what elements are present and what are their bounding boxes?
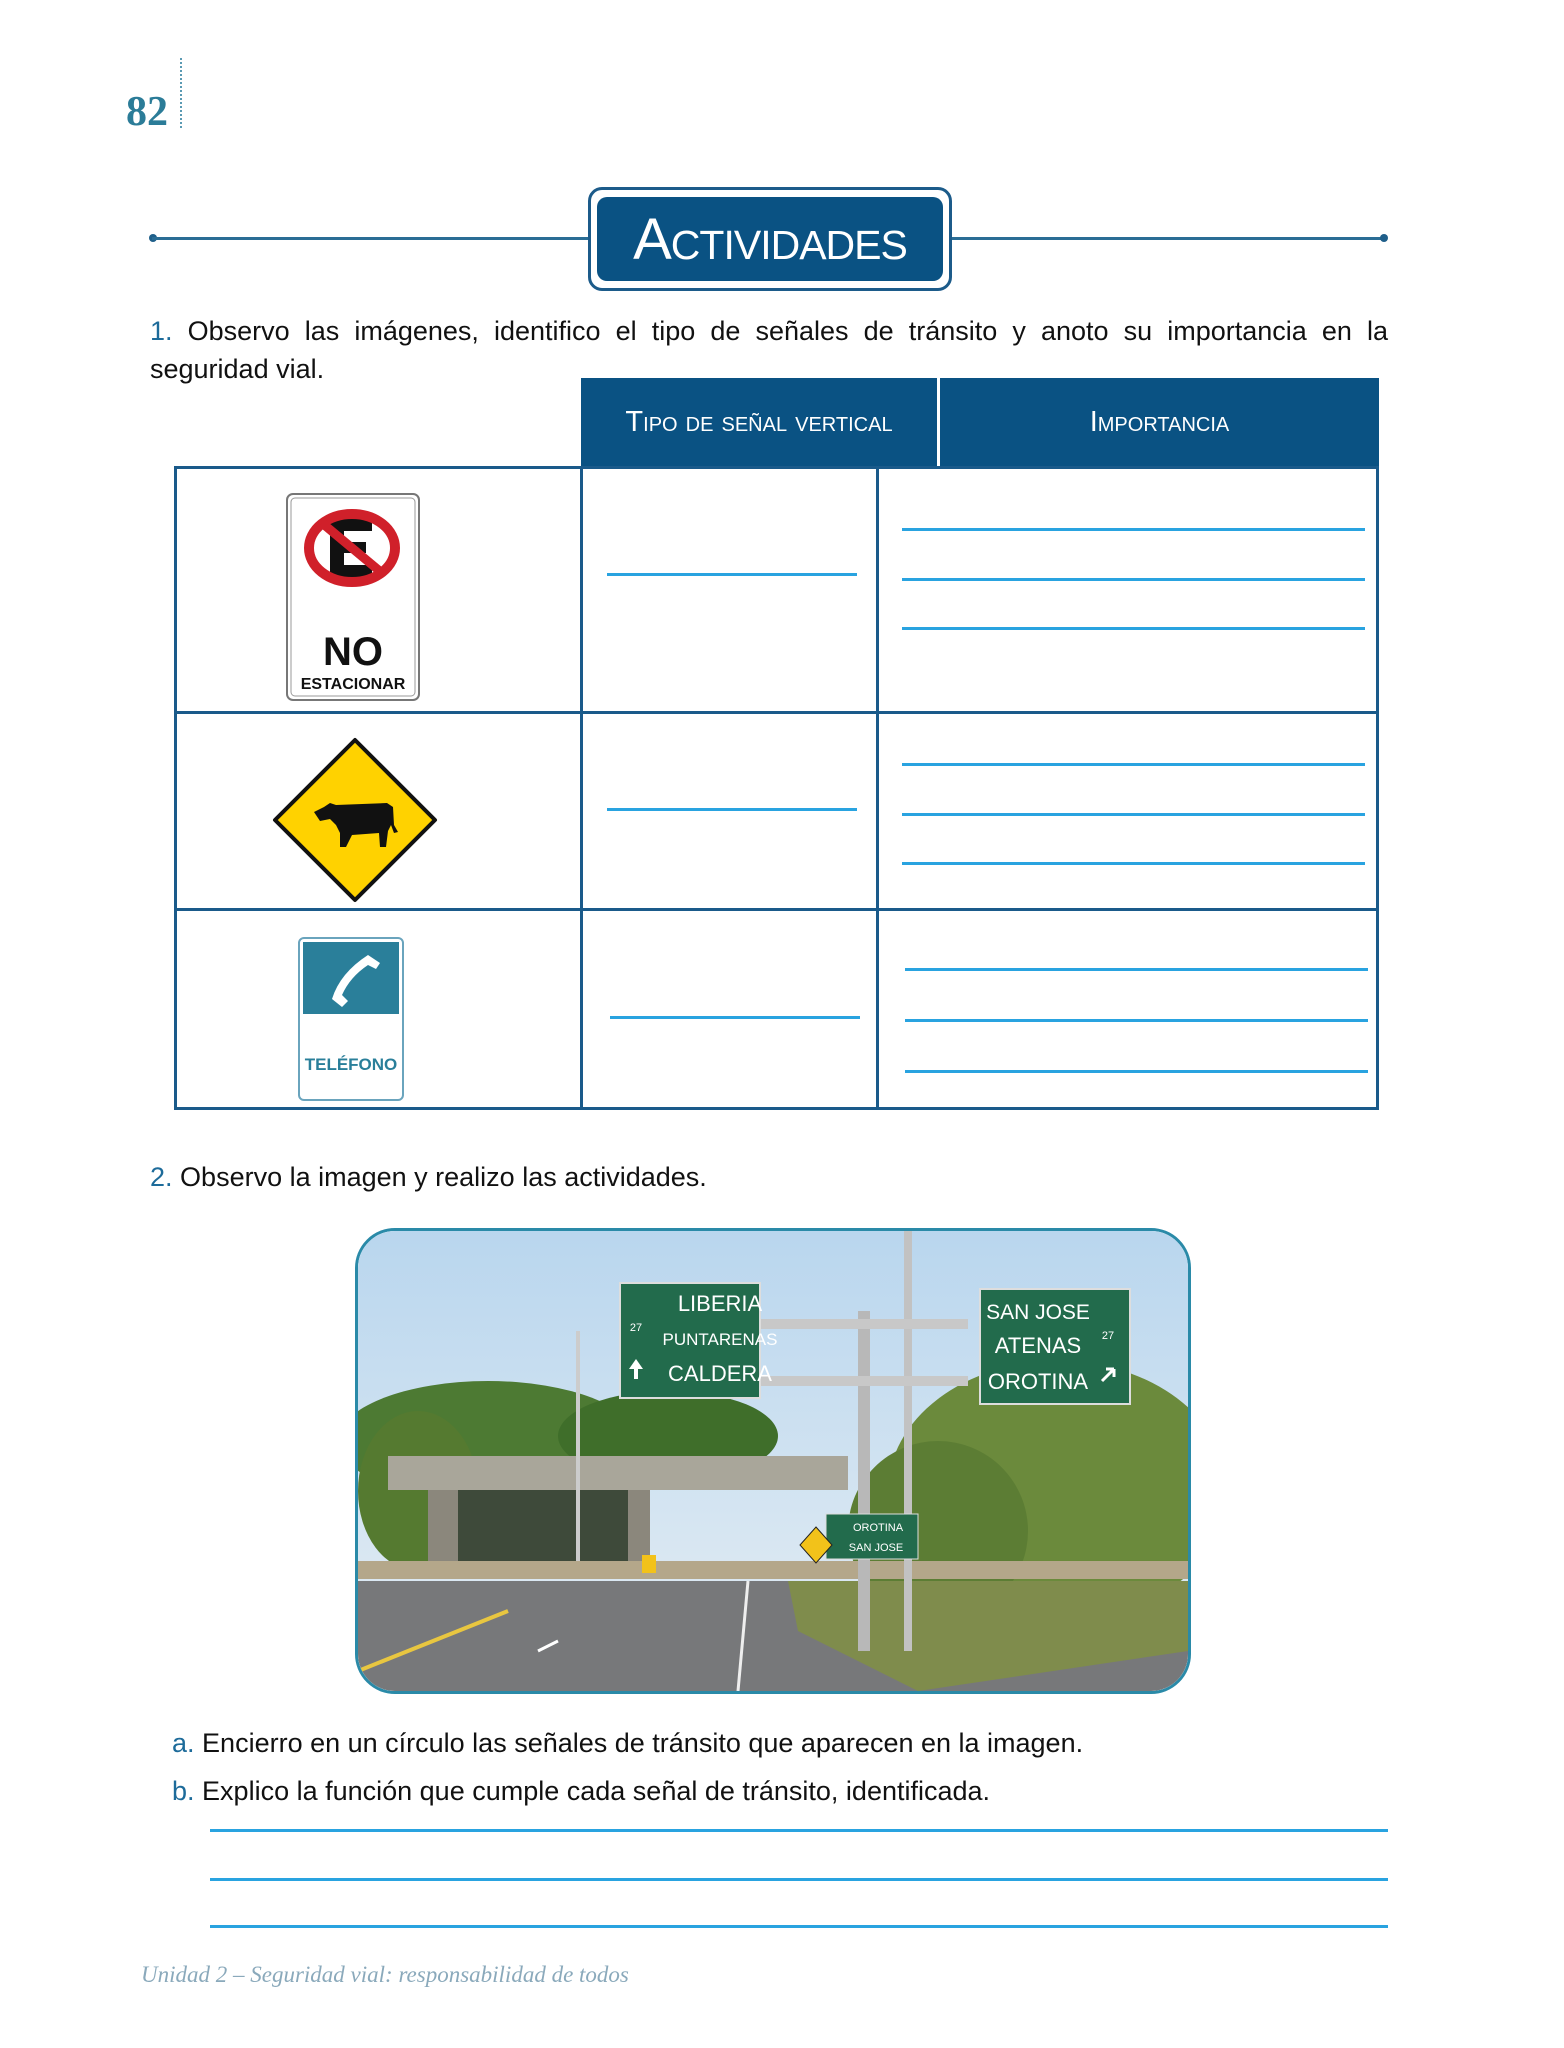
answer-line-importance-2[interactable] [902,813,1365,816]
svg-text:SAN JOSE: SAN JOSE [986,1301,1090,1324]
answer-line-importance-3[interactable] [905,968,1368,971]
section-title: Actividades [597,197,943,281]
activity-1-prompt [150,312,1388,388]
activity-2-number: 2. [150,1162,173,1192]
item-a-letter: a. [172,1728,195,1758]
table-col-divider [580,466,583,1110]
header-line-right [944,237,1384,240]
answer-line-type-1[interactable] [607,573,857,576]
header-tipo-senal: Tipo de señal vertical [581,378,940,466]
photo-sign-left [620,1283,777,1398]
table-row-divider [174,908,1379,911]
cattle-crossing-sign [272,737,438,903]
svg-text:LIBERIA: LIBERIA [677,1291,763,1316]
answer-line-importance-3[interactable] [905,1019,1368,1022]
item-b [172,1776,990,1807]
activity-1-number: 1. [150,316,173,346]
svg-text:27: 27 [1101,1330,1115,1342]
photo-sign-right [980,1289,1130,1404]
item-a-text: Encierro en un círculo las señales de tránsito que aparecen en la imagen. [202,1728,1084,1758]
answer-line-b[interactable] [210,1829,1388,1832]
table-col-divider [876,466,879,1110]
answer-line-type-3[interactable] [610,1016,860,1019]
activity-1-text: Observo las imágenes, identifico el tipo de señales de tránsito y anoto su importancia en la seguridad vial. [150,316,1388,384]
item-b-text: Explico la función que cumple cada señal de tránsito, identificada. [202,1776,991,1806]
answer-line-type-2[interactable] [607,808,857,811]
road-signs-photo [355,1228,1191,1694]
answer-line-importance-1[interactable] [902,528,1365,531]
page-number: 82 [126,89,168,135]
svg-text:OROTINA: OROTINA [987,1369,1089,1394]
answer-line-importance-1[interactable] [902,627,1365,630]
footer-unit-title: Unidad 2 – Seguridad vial: responsabilidad de todos [141,1962,629,1987]
telephone-sign [298,937,404,1101]
item-b-letter: b. [172,1776,195,1806]
page-number-divider [180,58,182,128]
answer-line-importance-3[interactable] [905,1070,1368,1073]
svg-text:CALDERA: CALDERA [668,1361,772,1386]
photo-sign-chevron [642,1555,656,1573]
svg-text:SAN JOSE: SAN JOSE [848,1542,904,1554]
header-importancia: Importancia [1089,406,1230,438]
no-parking-sign [286,493,420,701]
svg-text:27: 27 [629,1322,643,1334]
table-header [581,378,1379,466]
answer-line-b[interactable] [210,1925,1388,1928]
activity-2-text: Observo la imagen y realizo las actividades. [180,1162,707,1192]
no-parking-sign-subtext: ESTACIONAR [300,676,406,693]
answer-line-importance-2[interactable] [902,763,1365,766]
header-line-dot-right [1380,234,1388,242]
svg-text:PUNTARENAS: PUNTARENAS [662,1330,778,1349]
answer-line-importance-1[interactable] [902,578,1365,581]
answer-line-b[interactable] [210,1878,1388,1881]
photo-sign-small [826,1514,918,1559]
activity-2-prompt [150,1158,707,1196]
svg-text:ATENAS: ATENAS [994,1333,1082,1358]
section-title-box [588,187,952,291]
table-row-divider [174,711,1379,714]
telephone-sign-text: TELÉFONO [304,1055,398,1074]
item-a [172,1728,1083,1759]
no-parking-sign-text: NO [323,630,383,674]
answer-line-importance-2[interactable] [902,862,1365,865]
header-line-left [152,237,592,240]
svg-text:OROTINA: OROTINA [852,1522,904,1534]
